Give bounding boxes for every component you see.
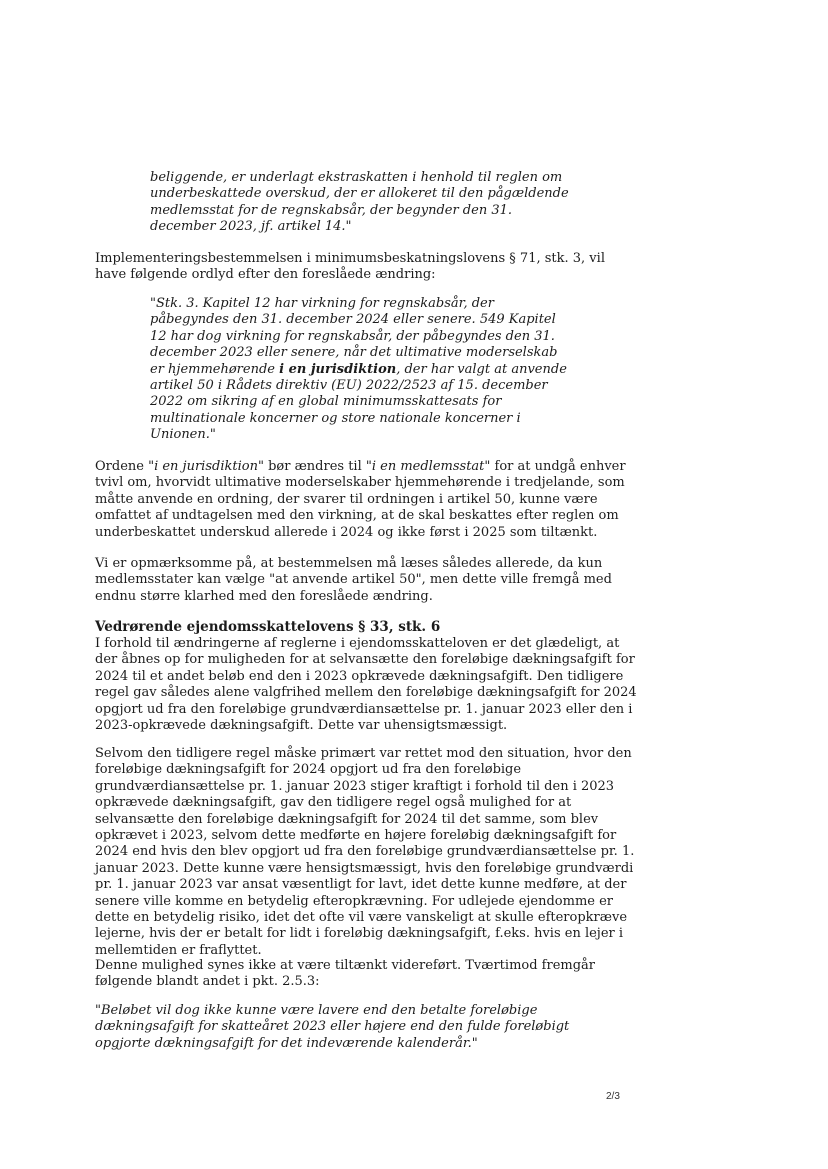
para2-pre: Ordene: [95, 459, 149, 474]
quote-stk3-bold: i en jurisdiktion: [279, 361, 397, 377]
para2-post: for at undgå enhver tvivl om, hvorvidt ultimative moderselskaber hjemmehørende i tredjelande, som måtte anvende en ordning, der svarer til ordningen i artikel 50, kunne være omfattet af undtagelsen med den virkning, at de skal beskattes efter reglen om underbeskattet underskud allerede i 2024 og ikke først i 2025 som tiltænkt.: [95, 459, 626, 540]
quote-section-2-5-3: "Beløbet vil dog ikke kunne være lavere end den betalte foreløbige dækningsafgift for skatteåret 2023 eller højere end den fulde foreløbigt opgjorte dækningsafgift for det indeværende kalenderår.": [95, 1003, 570, 1051]
quote-stk3-after: , der har valgt at anvende artikel 50 i Rådets direktiv (EU) 2022/2523 af 15. december 2022 om sikring af en global minimumsskattesats for multinationale koncerner og store nationale koncerner i Unionen.": [150, 361, 567, 443]
para2-em2: "i en medlemsstat": [365, 459, 491, 474]
paragraph-not-continued: Denne mulighed synes ikke at være tiltænkt videreført. Tværtimod fremgår følgende blandt andet i pkt. 2.5.3:: [95, 958, 596, 990]
quote-stk3-before: "Stk. 3. Kapitel 12 har virkning for regnskabsår, der påbegyndes den 31. december 2024 eller senere. 549 Kapitel 12 har dog virkning for regnskabsår, der påbegyndes den 31. december 2023 eller senere, når det ultimative moderselskab er hjemmehørende: [150, 296, 558, 377]
paragraph-property-tax: I forhold til ændringerne af reglerne i ejendomsskatteloven er det glædeligt, at der åbnes op for muligheden for at selvansætte den foreløbige dækningsafgift for 2024 til et andet beløb end den i 2023 opkrævede dækningsafgift. Den tidligere regel gav således alene valgfrihed mellem den foreløbige dækningsafgift for 2024 opgjort ud fra den foreløbige grundværdiansættelse pr. 1. januar 2023 eller den i 2023-opkrævede dækningsafgift. Dette var uhensigtsmæssigt.: [95, 636, 637, 734]
quote-stk3: [150, 296, 570, 444]
para2-mid: bør ændres til: [263, 459, 366, 474]
para2-em1: "i en jurisdiktion": [148, 459, 264, 474]
quote-continuation: beliggende, er underlagt ekstraskatten i henhold til reglen om underbeskattede overskud, der er allokeret til den pågældende medlemsstat for de regnskabsår, der begynder den 31. december 2023, jf. artikel 14.": [150, 170, 569, 235]
page-number: 2/3: [606, 1091, 620, 1102]
paragraph-awareness: Vi er opmærksomme på, at bestemmelsen må læses således allerede, da kun medlemsstater kan vælge "at anvende artikel 50", men dette ville fremgå med endnu større klarhed med den foreslåede ændring.: [95, 556, 612, 604]
paragraph-previous-rule: Selvom den tidligere regel måske primært var rettet mod den situation, hvor den foreløbige dækningsafgift for 2024 opgjort ud fra den foreløbige grundværdiansættelse pr. 1. januar 2023 stiger kraftigt i forhold til den i 2023 opkrævede dækningsafgift, gav den tidligere regel også mulighed for at selvansætte den foreløbige dækningsafgift for 2024 til det samme, som blev opkrævet i 2023, selvom dette medførte en højere foreløbig dækningsafgift for 2024 end hvis den blev opgjort ud fra den foreløbige grundværdiansættelse pr. 1. januar 2023. Dette kunne være hensigtsmæssigt, hvis den foreløbige grundværdi pr. 1. januar 2023 var ansat væsentligt for lavt, idet dette kunne medføre, at der senere ville komme en betydelig efteropkrævning. For udlejede ejendomme er dette en betydelig risiko, idet det ofte vil være vanskeligt at skulle efteropkræve lejerne, hvis der er betalt for lidt i foreløbig dækningsafgift, f.eks. hvis en lejer i mellemtiden er fraflyttet.: [95, 746, 635, 958]
paragraph-wording-change: [95, 459, 640, 541]
section-heading: Vedrørende ejendomsskattelovens § 33, stk. 6: [95, 619, 441, 635]
paragraph-implementation: Implementeringsbestemmelsen i minimumsbeskatningslovens § 71, stk. 3, vil have følgende ordlyd efter den foreslåede ændring:: [95, 251, 605, 283]
